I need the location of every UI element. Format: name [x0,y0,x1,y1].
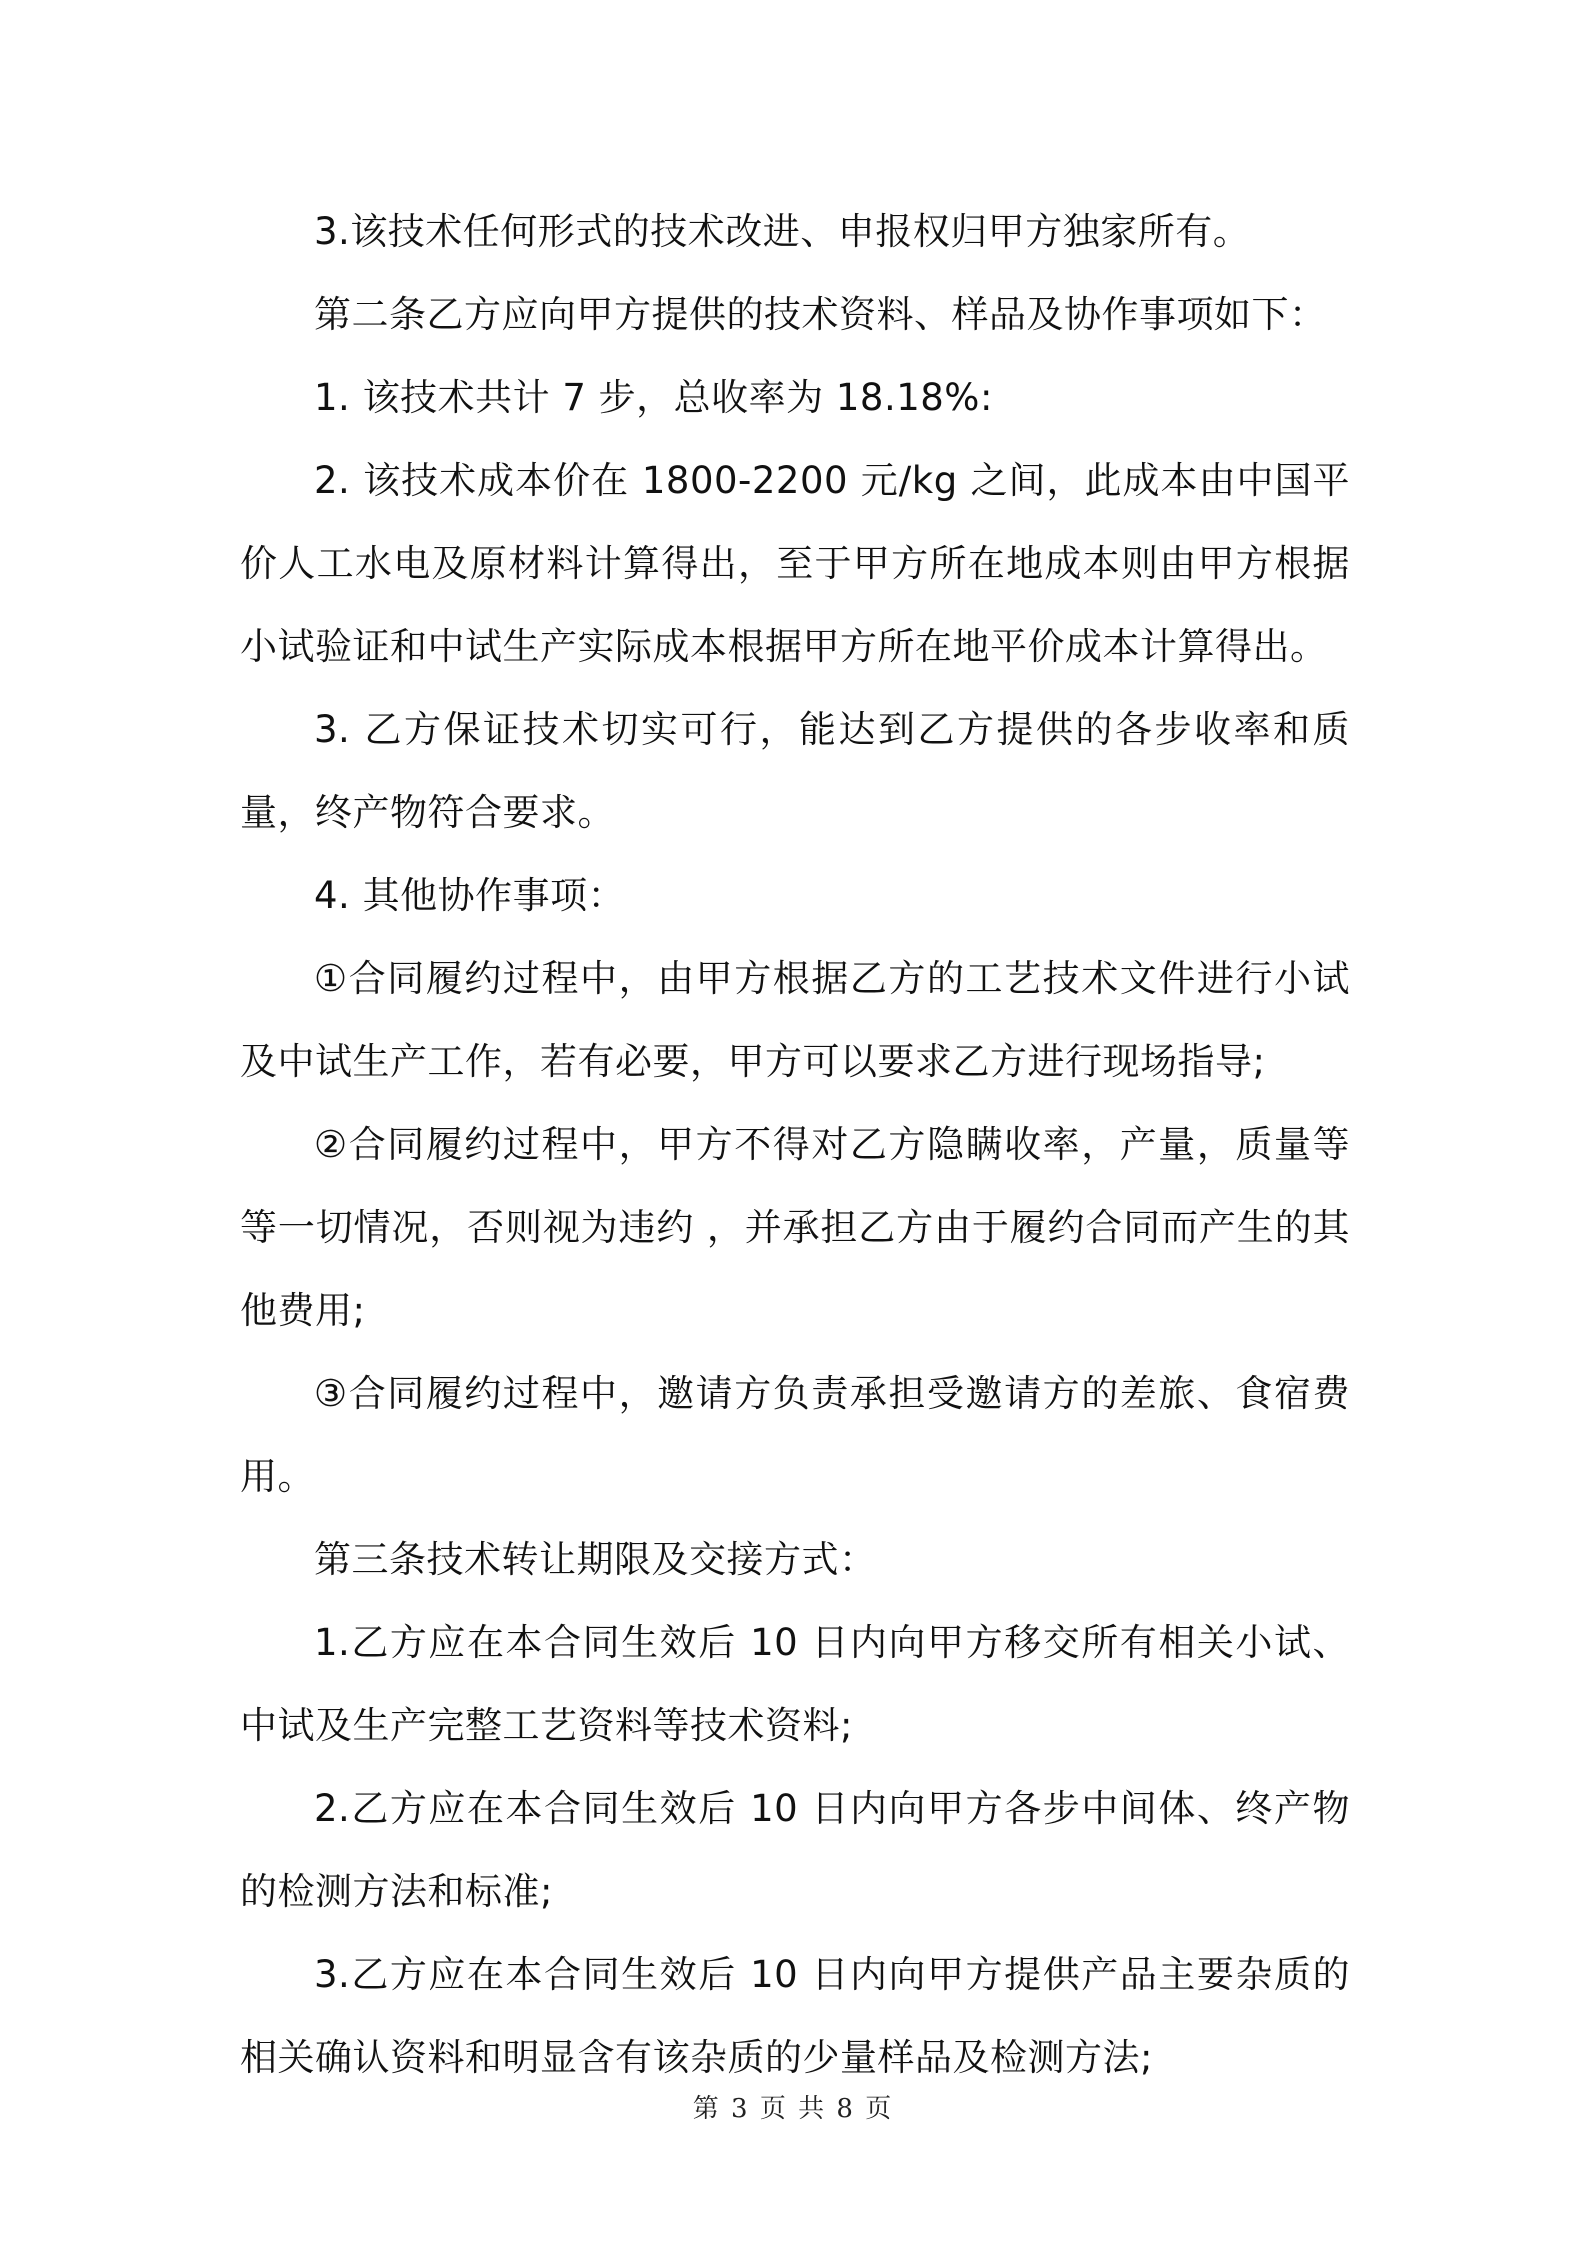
paragraph-article-2-item-4: 4. 其他协作事项： [314,874,626,917]
paragraph-article-3-item-2: 2.乙方应在本合同生效后 10 日内向甲方各步中间体、终产物的检测方法和标准; [240,1787,1350,1913]
document-body [240,190,1350,2099]
paragraph-subitem-3: ③合同履约过程中，邀请方负责承担受邀请方的差旅、食宿费用。 [240,1372,1350,1498]
paragraph-article-2-item-1: 1. 该技术共计 7 步，总收率为 18.18%: [314,376,993,419]
paragraph-article-2-heading: 第二条乙方应向甲方提供的技术资料、样品及协作事项如下： [314,293,1327,336]
paragraph-clause-1-3: 3.该技术任何形式的技术改进、申报权归甲方独家所有。 [314,210,1251,253]
paragraph-subitem-2: ②合同履约过程中，甲方不得对乙方隐瞒收率，产量，质量等等一切情况，否则视为违约 ，并承担乙方由于履约合同而产生的其他费用; [240,1123,1350,1332]
paragraph-article-2-item-2: 2. 该技术成本价在 1800-2200 元/kg 之间，此成本由中国平价人工水电及原材料计算得出，至于甲方所在地成本则由甲方根据小试验证和中试生产实际成本根据甲方所在地平价成本计算得出。 [240,459,1350,668]
paragraph-article-2-item-3: 3. 乙方保证技术切实可行，能达到乙方提供的各步收率和质量，终产物符合要求。 [240,708,1350,834]
paragraph-article-3-item-3: 3.乙方应在本合同生效后 10 日内向甲方提供产品主要杂质的相关确认资料和明显含有该杂质的少量样品及检测方法; [240,1953,1350,2079]
paragraph-subitem-1: ①合同履约过程中，由甲方根据乙方的工艺技术文件进行小试及中试生产工作，若有必要，甲方可以要求乙方进行现场指导; [240,957,1350,1083]
page-number-footer: 第 3 页 共 8 页 [692,2094,894,2124]
paragraph-article-3-item-1: 1.乙方应在本合同生效后 10 日内向甲方移交所有相关小试、中试及生产完整工艺资料等技术资料; [240,1621,1350,1747]
paragraph-article-3-heading: 第三条技术转让期限及交接方式： [314,1538,877,1581]
